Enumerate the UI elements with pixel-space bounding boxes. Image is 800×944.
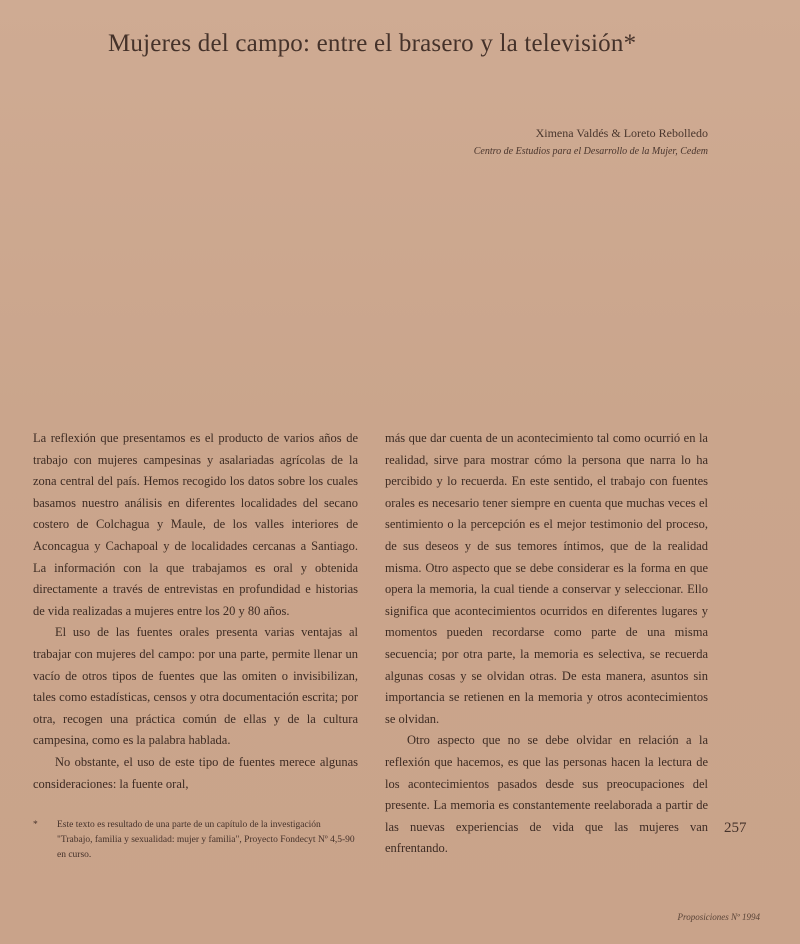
paragraph: No obstante, el uso de este tipo de fuentes merece algunas consideraciones: la fuente oral, xyxy=(33,754,358,791)
paragraph: Otro aspecto que no se debe olvidar en relación a la reflexión que hacemos, es que las personas hacen la lectura de los acontecimientos pasados desde sus preocupaciones del presente. La memoria es constantemente reelaborada a partir de las nuevas experiencias de vida que las mujeres van enfrentando. xyxy=(385,733,708,856)
footnote xyxy=(33,818,358,863)
authors: Ximena Valdés & Loreto Rebolledo xyxy=(535,126,708,140)
left-column xyxy=(33,428,358,795)
paragraph: El uso de las fuentes orales presenta varias ventajas al trabajar con mujeres del campo: por una parte, permite llenar un vacío de otros tipos de fuentes que las omiten o invisibilizan, tales como estadísticas, censos y otra documentación escrita; por otra, recogen una práctica común de ellas y de la cultura campesina, como es la palabra hablada. xyxy=(33,625,358,748)
footnote-mark: * xyxy=(33,820,38,830)
running-footer: Proposiciones Nº 1994 xyxy=(677,912,760,922)
paragraph: más que dar cuenta de un acontecimiento tal como ocurrió en la realidad, sirve para mostrar cómo la persona que narra lo ha percibido y lo recuerda. En este sentido, el trabajo con fuentes orales es necesario tener siempre en cuenta que muchas veces el sentimiento o la percepción es el mejor testimonio del proceso, de sus deseos y de sus temores íntimos, que de la realidad misma. Otro aspecto que se debe considerar es la forma en que opera la memoria, la cual tiende a conservar y seleccionar. Ello significa que acontecimientos ocurridos en diferentes lugares y momentos pueden recordarse como parte de una misma secuencia; por otra parte, la memoria es selectiva, se recuerda algunas cosas y se olvidan otras. De esta manera, asuntos sin importancia se retienen en la memoria y otros acontecimientos se olvidan. xyxy=(385,431,708,726)
footnote-text: Este texto es resultado de una parte de un capítulo de la investigación "Trabajo, familia y sexualidad: mujer y familia", Proyecto Fondecyt Nº 4,5-90 en curso. xyxy=(57,820,355,860)
article-title: Mujeres del campo: entre el brasero y la televisión* xyxy=(108,30,637,57)
paragraph: La reflexión que presentamos es el producto de varios años de trabajo con mujeres campesinas y asalariadas agrícolas de la zona central del país. Hemos recogido los datos sobre los cuales basamos nuestro análisis en diferentes localidades del secano costero de Colchagua y Maule, de los valles interiores de Aconcagua y Cachapoal y de localidades cercanas a Santiago. La información con la que trabajamos es oral y obtenida directamente a través de entrevistas en profundidad e historias de vida realizadas a mujeres entre los 20 y 80 años. xyxy=(33,431,358,618)
affiliation: Centro de Estudios para el Desarrollo de la Mujer, Cedem xyxy=(473,146,708,157)
right-column xyxy=(385,428,708,860)
page-number: 257 xyxy=(724,820,747,836)
